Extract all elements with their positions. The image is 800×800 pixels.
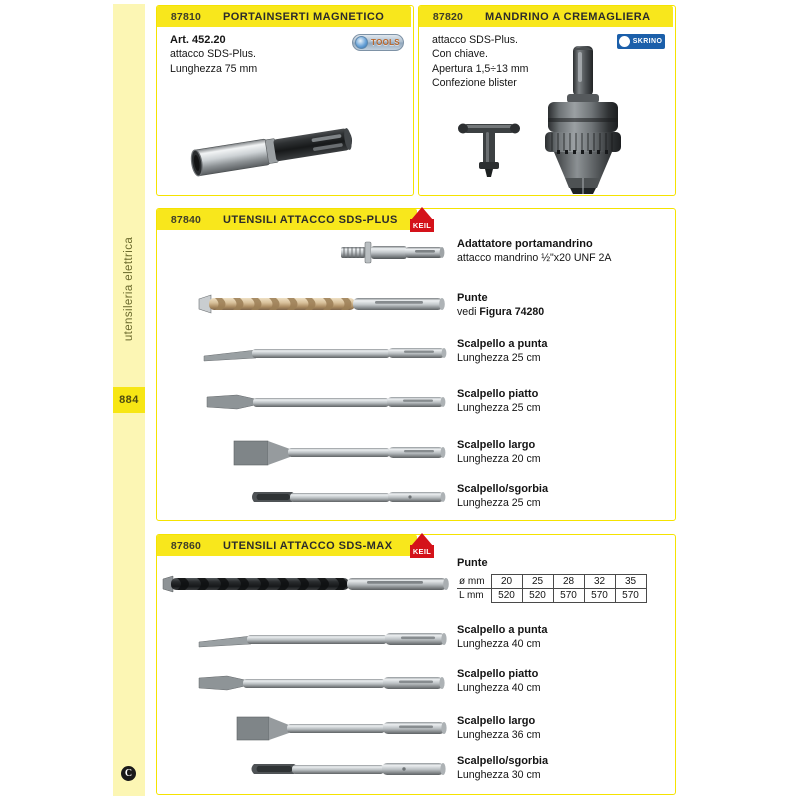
- corner-c-mark: C: [121, 766, 136, 781]
- flat-chisel-max-sub: Lunghezza 40 cm: [457, 681, 541, 694]
- spec-diameter-0: 20: [491, 575, 522, 589]
- caption-gouge-plus: [457, 483, 548, 511]
- panel-87810-code: 87810: [170, 10, 202, 23]
- panel-87860: [156, 534, 676, 795]
- caption-point-chisel-max: [457, 624, 547, 652]
- flat-chisel-plus-image: [205, 391, 447, 413]
- caption-adapter: [457, 238, 612, 266]
- product-row-adapter: [157, 233, 677, 279]
- caption-flat-chisel-plus: [457, 388, 541, 416]
- keil-badge-sds-max: [409, 533, 435, 559]
- caption-punte-plus: [457, 292, 544, 320]
- punte-max-title: Punte: [457, 557, 488, 569]
- point-chisel-plus-sub: Lunghezza 25 cm: [457, 351, 541, 364]
- panel-87810-header: [157, 6, 411, 27]
- panel-87820-line-1: Con chiave.: [432, 48, 488, 61]
- skrino-badge-text: SKRINO: [632, 38, 663, 45]
- category-label: utensileria elettrica: [123, 236, 135, 342]
- point-chisel-max-title: Scalpello a punta: [457, 624, 548, 636]
- panel-87820: [418, 5, 676, 196]
- wide-chisel-plus-sub: Lunghezza 20 cm: [457, 452, 541, 465]
- magnetic-bit-holder-image: [185, 114, 385, 188]
- panel-87810-description: [170, 33, 257, 76]
- spec-row-length: [457, 589, 646, 603]
- adapter-sub: attacco mandrino ½"x20 UNF 2A: [457, 251, 612, 264]
- panel-87840-code: 87840: [170, 213, 202, 226]
- tools-badge-text: TOOLS: [371, 38, 400, 47]
- panel-87840: [156, 208, 676, 521]
- caption-flat-chisel-max: [457, 668, 541, 696]
- flat-chisel-plus-title: Scalpello piatto: [457, 388, 539, 400]
- wide-chisel-max-image: [235, 713, 447, 745]
- spec-length-4: 570: [615, 589, 646, 603]
- punte-plus-figure-ref: Figura 74280: [479, 305, 545, 318]
- keyed-chuck-image: [514, 44, 664, 196]
- point-chisel-plus-image: [202, 343, 447, 363]
- punte-plus-title: Punte: [457, 292, 488, 304]
- point-chisel-plus-title: Scalpello a punta: [457, 338, 548, 350]
- panel-87820-code: 87820: [432, 10, 464, 23]
- gouge-chisel-plus-image: [252, 487, 447, 507]
- panel-87810-line-2: Lunghezza 75 mm: [170, 62, 258, 75]
- product-row-point-chisel-plus: [157, 337, 677, 383]
- panel-87820-line-0: attacco SDS-Plus.: [432, 34, 518, 46]
- gouge-plus-sub: Lunghezza 25 cm: [457, 496, 541, 509]
- panel-87820-title: MANDRINO A CREMAGLIERA: [485, 10, 651, 23]
- punte-max-spec-table: [457, 574, 647, 603]
- product-row-gouge-plus: [157, 483, 677, 523]
- spec-length-3: 570: [584, 589, 615, 603]
- flat-chisel-plus-sub: Lunghezza 25 cm: [457, 401, 541, 414]
- panel-87860-code: 87860: [170, 539, 202, 552]
- spec-diameter-1: 25: [522, 575, 553, 589]
- gouge-chisel-max-image: [252, 759, 447, 779]
- gouge-plus-title: Scalpello/sgorbia: [457, 483, 549, 495]
- panel-87810: [156, 5, 414, 196]
- panel-87810-line-1: attacco SDS-Plus.: [170, 48, 256, 61]
- panel-87840-title: UTENSILI ATTACCO SDS-PLUS: [223, 213, 398, 226]
- spec-diameter-3: 32: [584, 575, 615, 589]
- flat-chisel-max-title: Scalpello piatto: [457, 668, 539, 680]
- category-sidebar: [113, 4, 145, 796]
- gouge-max-sub: Lunghezza 30 cm: [457, 768, 541, 781]
- panel-87820-line-2: Apertura 1,5÷13 mm: [432, 62, 529, 75]
- product-row-gouge-max: [157, 755, 677, 795]
- panel-87860-header: [157, 535, 417, 556]
- keil-badge-text: KEIL: [412, 221, 432, 230]
- chuck-adapter-image: [339, 237, 445, 267]
- tools-badge: [352, 34, 404, 51]
- product-row-wide-chisel-max: [157, 711, 677, 757]
- flat-chisel-max-image: [197, 672, 447, 694]
- caption-wide-chisel-max: [457, 715, 541, 743]
- product-row-wide-chisel-plus: [157, 435, 677, 483]
- keil-base: [410, 219, 434, 232]
- panel-87820-header: [419, 6, 673, 27]
- product-row-point-chisel-max: [157, 623, 677, 667]
- page-number-badge: 884: [113, 387, 145, 413]
- spec-row-diameter: [457, 575, 646, 589]
- panel-87860-title: UTENSILI ATTACCO SDS-MAX: [223, 539, 393, 552]
- product-row-punte-plus: [157, 287, 677, 333]
- tools-badge-disc-icon: [355, 36, 368, 49]
- sds-plus-drill-bit-image: [197, 291, 447, 317]
- punte-plus-sub-prefix: vedi: [457, 305, 480, 318]
- wide-chisel-plus-image: [232, 437, 447, 469]
- product-row-flat-chisel-max: [157, 667, 677, 711]
- keil-badge-text: KEIL: [412, 547, 432, 556]
- product-row-punte-max: [157, 557, 677, 617]
- panel-87840-header: [157, 209, 417, 230]
- panel-87810-article: Art. 452.20: [170, 34, 226, 46]
- spec-length-2: 570: [553, 589, 584, 603]
- point-chisel-max-sub: Lunghezza 40 cm: [457, 637, 541, 650]
- wide-chisel-max-title: Scalpello largo: [457, 715, 536, 727]
- product-row-flat-chisel-plus: [157, 387, 677, 433]
- adapter-title: Adattatore portamandrino: [457, 238, 593, 250]
- caption-point-chisel-plus: [457, 338, 547, 366]
- gouge-max-title: Scalpello/sgorbia: [457, 755, 549, 767]
- sds-max-drill-bit-image: [161, 571, 451, 597]
- wide-chisel-max-sub: Lunghezza 36 cm: [457, 728, 541, 741]
- caption-punte-max: [457, 557, 488, 571]
- point-chisel-max-image: [197, 629, 447, 649]
- panel-87810-title: PORTAINSERTI MAGNETICO: [223, 10, 385, 23]
- punte-plus-sub: [457, 306, 544, 320]
- spec-length-1: 520: [522, 589, 553, 603]
- chuck-key: [458, 124, 520, 178]
- spec-label-diameter: ø mm: [457, 575, 491, 589]
- spec-label-length: L mm: [459, 590, 484, 602]
- spec-length-0: 520: [491, 589, 522, 603]
- caption-gouge-max: [457, 755, 548, 783]
- panel-87820-line-3: Confezione blister: [432, 76, 517, 89]
- spec-diameter-2: 28: [553, 575, 584, 589]
- caption-wide-chisel-plus: [457, 439, 541, 467]
- wide-chisel-plus-title: Scalpello largo: [457, 439, 536, 451]
- keil-badge-sds-plus: [409, 207, 435, 233]
- spec-diameter-4: 35: [615, 575, 646, 589]
